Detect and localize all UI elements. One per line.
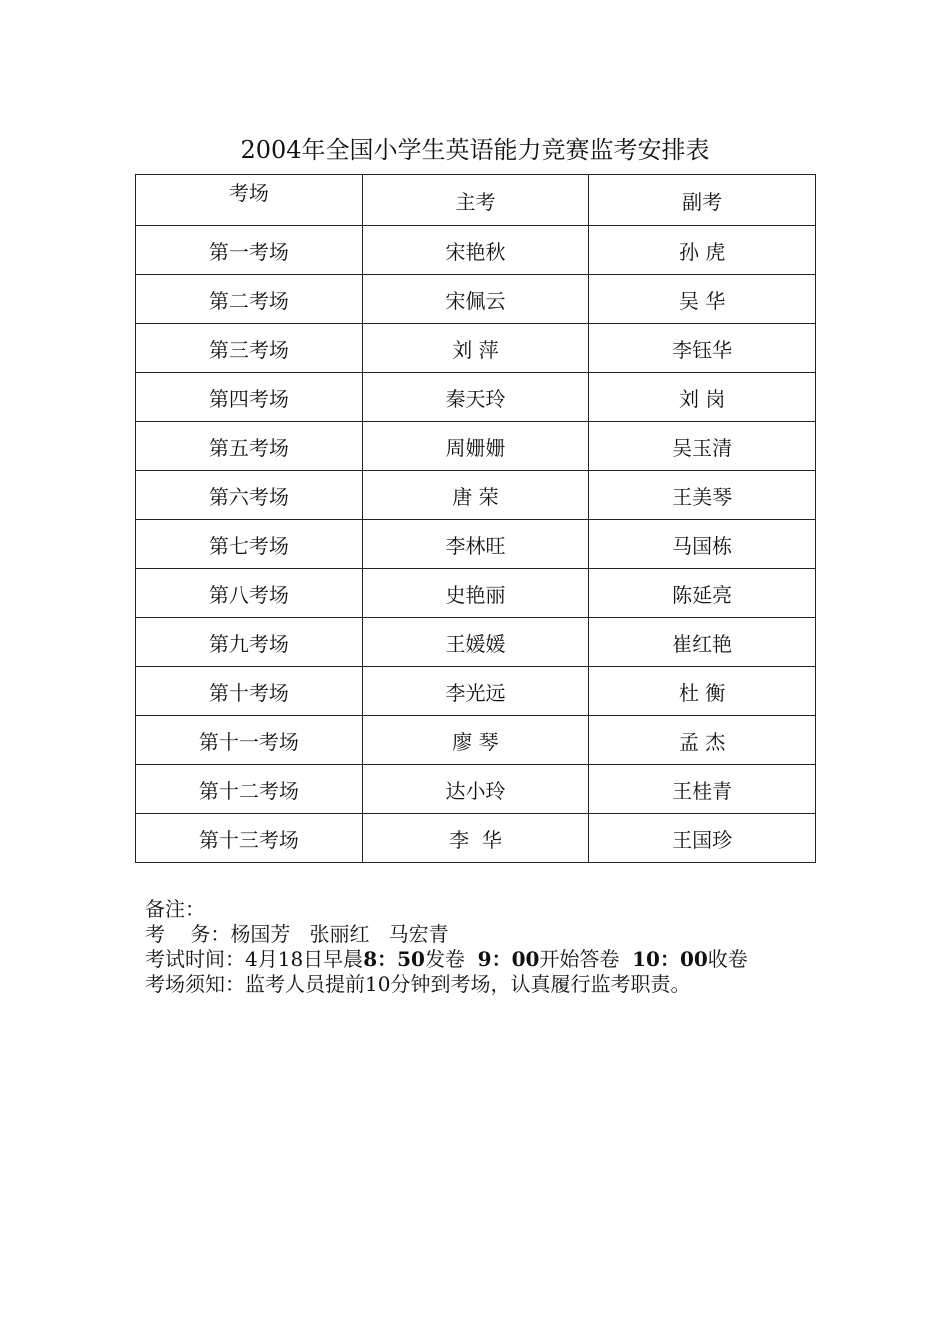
chief-proctor-cell: 廖 琴	[362, 716, 589, 765]
exam-room-cell: 第十二考场	[136, 765, 363, 814]
exam-room-cell: 第十三考场	[136, 814, 363, 863]
chief-proctor-cell: 达小玲	[362, 765, 589, 814]
assistant-proctor-cell: 杜 衡	[589, 667, 816, 716]
exam-room-cell: 第八考场	[136, 569, 363, 618]
header-chief-proctor: 主考	[362, 175, 589, 226]
table-row	[136, 765, 816, 814]
time-date: 4月18日早晨	[245, 947, 364, 971]
exam-room-cell: 第四考场	[136, 373, 363, 422]
chief-proctor-cell: 周姗姗	[362, 422, 589, 471]
exam-room-cell: 第五考场	[136, 422, 363, 471]
notes-rules	[145, 972, 748, 997]
assistant-proctor-cell: 吴 华	[589, 275, 816, 324]
header-assistant-proctor: 副考	[589, 175, 816, 226]
chief-proctor-cell: 秦天玲	[362, 373, 589, 422]
exam-room-cell: 第十一考场	[136, 716, 363, 765]
exam-room-cell: 第十考场	[136, 667, 363, 716]
assistant-proctor-cell: 王国珍	[589, 814, 816, 863]
table-row	[136, 373, 816, 422]
assistant-proctor-cell: 孟 杰	[589, 716, 816, 765]
staff-names: 杨国芳 张丽红 马宏青	[230, 922, 449, 946]
notes-staff	[145, 922, 748, 947]
table-row	[136, 422, 816, 471]
chief-proctor-cell: 王媛媛	[362, 618, 589, 667]
assistant-proctor-cell: 陈延亮	[589, 569, 816, 618]
notes-exam-time	[145, 947, 748, 972]
time-start: 9：00	[477, 947, 540, 971]
table-row	[136, 226, 816, 275]
page-title: 2004年全国小学生英语能力竞赛监考安排表	[240, 136, 710, 164]
proctor-schedule-table	[135, 174, 816, 863]
assistant-proctor-cell: 王桂青	[589, 765, 816, 814]
chief-proctor-cell: 唐 荣	[362, 471, 589, 520]
chief-proctor-cell: 史艳丽	[362, 569, 589, 618]
chief-proctor-cell: 李光远	[362, 667, 589, 716]
table-row	[136, 324, 816, 373]
table-row	[136, 569, 816, 618]
chief-proctor-cell: 李林旺	[362, 520, 589, 569]
exam-room-cell: 第三考场	[136, 324, 363, 373]
chief-proctor-cell: 李 华	[362, 814, 589, 863]
table-row	[136, 618, 816, 667]
time-label: 考试时间：	[145, 947, 245, 971]
exam-room-cell: 第六考场	[136, 471, 363, 520]
time-collect-text: 收卷	[707, 947, 748, 971]
table-row	[136, 667, 816, 716]
time-issue-text: 发卷	[424, 947, 478, 971]
table-row	[136, 275, 816, 324]
notes-heading: 备注：	[145, 897, 205, 921]
assistant-proctor-cell: 刘 岗	[589, 373, 816, 422]
time-start-text: 开始答卷	[539, 947, 633, 971]
chief-proctor-cell: 宋艳秋	[362, 226, 589, 275]
staff-label: 考 务：	[145, 922, 231, 946]
assistant-proctor-cell: 马国栋	[589, 520, 816, 569]
header-exam-room: 考场	[136, 175, 363, 226]
time-collect: 10：00	[632, 947, 708, 971]
table-row	[136, 716, 816, 765]
notes-section	[145, 897, 748, 997]
table-row	[136, 814, 816, 863]
rules-text: 监考人员提前10分钟到考场，认真履行监考职责。	[245, 972, 691, 996]
table-row	[136, 471, 816, 520]
assistant-proctor-cell: 李钰华	[589, 324, 816, 373]
exam-room-cell: 第二考场	[136, 275, 363, 324]
assistant-proctor-cell: 崔红艳	[589, 618, 816, 667]
table-header-row	[136, 175, 816, 226]
assistant-proctor-cell: 吴玉清	[589, 422, 816, 471]
exam-room-cell: 第九考场	[136, 618, 363, 667]
chief-proctor-cell: 宋佩云	[362, 275, 589, 324]
table-row	[136, 520, 816, 569]
chief-proctor-cell: 刘 萍	[362, 324, 589, 373]
time-issue: 8：50	[363, 947, 425, 971]
rules-label: 考场须知：	[145, 972, 245, 996]
exam-room-cell: 第一考场	[136, 226, 363, 275]
assistant-proctor-cell: 孙 虎	[589, 226, 816, 275]
exam-room-cell: 第七考场	[136, 520, 363, 569]
assistant-proctor-cell: 王美琴	[589, 471, 816, 520]
